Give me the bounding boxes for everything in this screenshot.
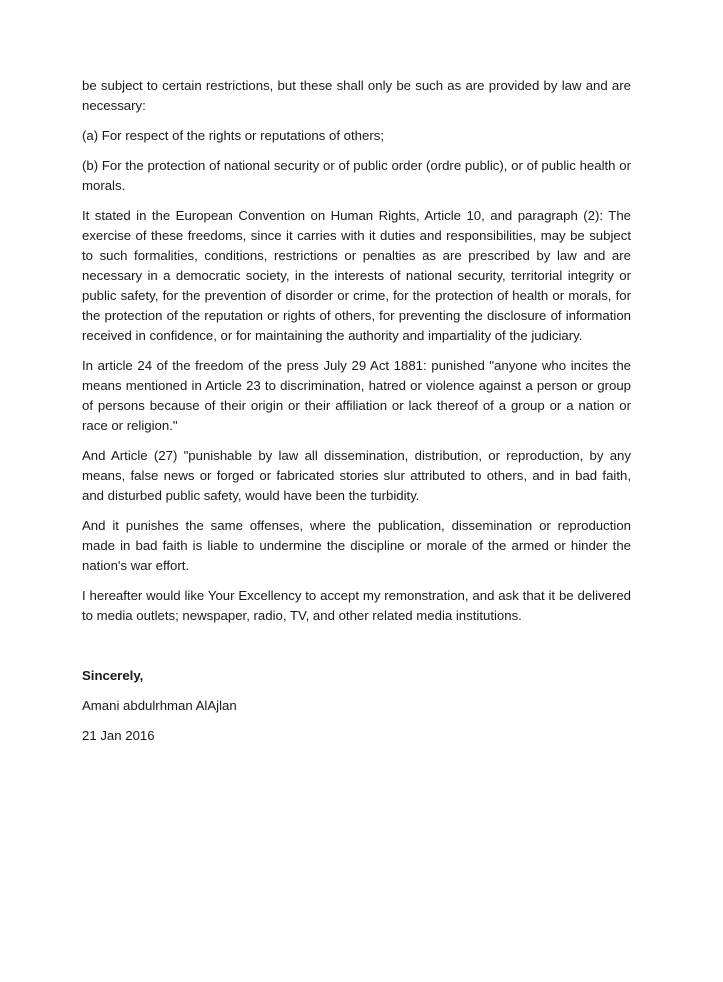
- closing-spacer: [82, 636, 631, 666]
- letter-body: [82, 76, 631, 756]
- paragraph-article-27: And Article (27) "punishable by law all dissemination, distribution, or reproduction, by any means, false news or forged or fabricated stories slur attributed to others, and in bad faith, and disturbed public safety, would have been the turbidity.: [82, 448, 631, 503]
- closing-salutation: Sincerely,: [82, 668, 144, 683]
- signature-name: Amani abdulrhman AlAjlan: [82, 698, 237, 713]
- letter-date: 21 Jan 2016: [82, 728, 155, 743]
- paragraph-request: I hereafter would like Your Excellency to accept my remonstration, and ask that it be delivered to media outlets; newspaper, radio, TV, and other related media institutions.: [82, 588, 631, 623]
- paragraph-european-convention: It stated in the European Convention on Human Rights, Article 10, and paragraph (2): The exercise of these freedoms, since it carries with it duties and responsibilities, may be subject to such formalities, conditions, restrictions or penalties as are prescribed by law and are necessary in a democratic society, in the interests of national security, territorial integrity or public safety, for the prevention of disorder or crime, for the protection of health or morals, for the protection of the reputation or rights of others, for preventing the disclosure of information received in confidence, or for maintaining the authority and impartiality of the judiciary.: [82, 208, 631, 343]
- paragraph-item-b: (b) For the protection of national security or of public order (ordre public), or of public health or morals.: [82, 158, 631, 193]
- paragraph-article-24: In article 24 of the freedom of the press July 29 Act 1881: punished "anyone who incites the means mentioned in Article 23 to discrimination, hatred or violence against a person or group of persons because of their origin or their affiliation or lack thereof of a group or a nation or race or religion.": [82, 358, 631, 433]
- paragraph-offenses: And it punishes the same offenses, where the publication, dissemination or reproduction made in bad faith is liable to undermine the discipline or morale of the armed or hinder the nation's war effort.: [82, 518, 631, 573]
- paragraph-item-a: (a) For respect of the rights or reputations of others;: [82, 128, 384, 143]
- paragraph-restrictions: be subject to certain restrictions, but these shall only be such as are provided by law and are necessary:: [82, 78, 631, 113]
